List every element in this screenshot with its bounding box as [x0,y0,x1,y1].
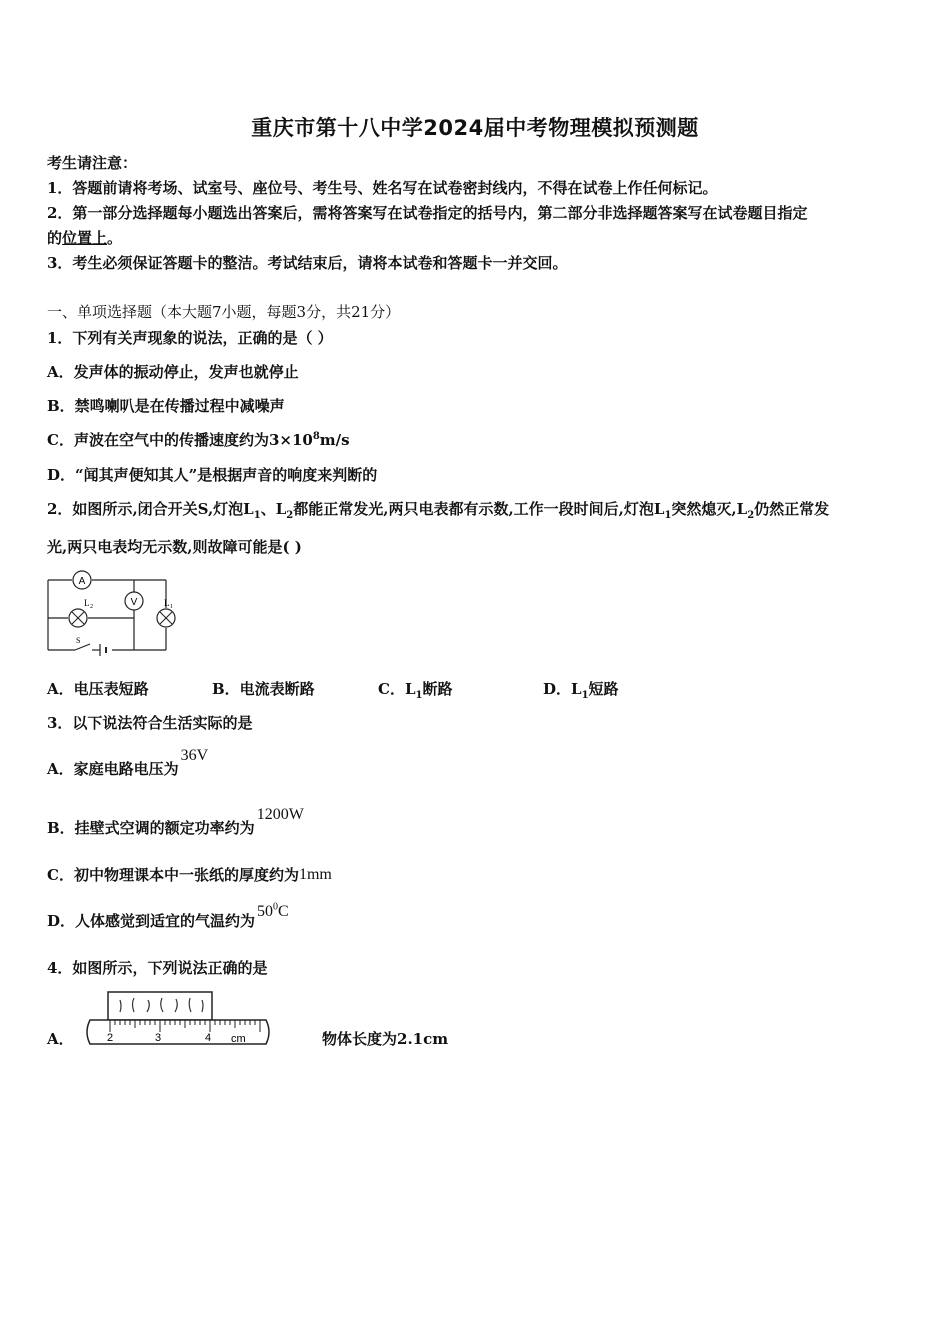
notice-item-2-underlined: 位置上 [62,229,108,247]
question-4-stem: 4．如图所示，下列说法正确的是 [47,959,268,977]
question-1-option-c-text: C．声波在空气中的传播速度约为3×10 [47,431,313,449]
question-2-options [47,678,619,701]
section-heading: 一、单项选择题（本大题7小题，每题3分，共21分） [47,303,401,321]
question-3-stem: 3．以下说法符合生活实际的是 [47,714,253,732]
question-4-option-a-text: 物体长度为2.1cm [322,1030,449,1048]
notice-item-2: 2．第一部分选择题每小题选出答案后，需将答案写在试卷指定的括号内，第二部分非选择题答案写在试卷题目指定 [47,204,808,222]
question-2-stem-continued: 光,两只电表均无示数,则故障可能是( ) [47,538,302,556]
q3-d-num: 50 [257,903,274,920]
q2-opt-c-sub: 1 [415,690,423,701]
question-3-option-c [47,864,332,885]
notice-item-2-continued [47,227,122,248]
q3-option-b-unit: 1200W [256,806,304,823]
q3-option-a-text: A．家庭电路电压为 [47,760,179,778]
question-3-option-a [47,747,209,779]
notice-heading: 考生请注意： [47,154,138,172]
question-2-stem [47,498,829,521]
lamp-l1-sub: 1 [170,604,173,610]
ruler-tick-label-4: 4 [205,1032,212,1044]
question-1-option-c-exponent: 8 [312,431,320,442]
ammeter-icon [73,571,91,589]
question-3-option-d [47,901,289,931]
q2-sub-2b: 2 [747,510,755,521]
measured-object [108,992,212,1020]
ruler-unit-label: cm [231,1033,246,1045]
question-4-option-a-label: A． [47,1030,74,1048]
q2-opt-d-sub: 1 [581,690,589,701]
q2-stem-part5: 仍然正常发 [754,500,830,518]
question-2-option-a: A．电压表短路 [47,680,149,698]
ruler-tick-label-3: 3 [155,1032,162,1044]
q2-sub-1b: 1 [664,510,672,521]
switch-label: S [76,636,81,645]
q2-opt-c-post: 断路 [422,680,453,698]
q2-sub-1a: 1 [253,510,261,521]
question-2-option-d [543,678,619,701]
page-title: 重庆市第十八中学2024届中考物理模拟预测题 [251,116,699,140]
lamp-l2-icon [69,598,93,627]
q2-stem-part4: 突然熄灭,L [671,500,748,518]
q3-d-celsius: C [278,903,289,920]
q2-stem-part3: 都能正常发光,两只电表都有示数,工作一段时间后,灯泡L [293,500,665,518]
q3-option-d-text: D．人体感觉到适宜的气温约为 [47,912,256,930]
lamp-l1-icon [157,598,175,627]
q2-stem-part1: 2．如图所示,闭合开关S,灯泡L [47,500,254,518]
lamp-l2-label: L [84,598,90,608]
q2-stem-part2: 、L [260,500,287,518]
q3-option-d-unit [257,903,289,920]
question-3-option-b [47,806,304,838]
notice-item-3: 3．考生必须保证答题卡的整洁。考试结束后，请将本试卷和答题卡一并交回。 [47,254,568,272]
question-1-option-b: B．禁鸣喇叭是在传播过程中减噪声 [47,397,285,415]
q3-option-b-text: B．挂壁式空调的额定功率约为 [47,819,255,837]
q3-option-c-unit: 1mm [298,866,332,883]
q3-d-degree: 0 [273,901,279,913]
q2-opt-d-pre: D．L [543,680,582,698]
q3-option-a-unit: 36V [180,747,209,764]
ammeter-label: A [78,576,86,587]
ruler-tick-label-2: 2 [107,1032,114,1044]
question-1-option-a: A．发声体的振动停止，发声也就停止 [47,363,299,381]
question-1-option-c [47,429,350,450]
notice-item-2-prefix: 的 [47,229,63,247]
q3-option-c-text: C．初中物理课本中一张纸的厚度约为 [47,866,299,884]
question-1-option-d: D．“闻其声便知其人”是根据声音的响度来判断的 [47,466,378,484]
notice-item-1: 1．答题前请将考场、试室号、座位号、考生号、姓名写在试卷密封线内，不得在试卷上作任何标记。 [47,179,718,197]
ruler-figure [84,990,274,1060]
question-2-option-b: B．电流表断路 [212,680,315,698]
q2-opt-c-pre: C．L [378,680,416,698]
lamp-l2-sub: 2 [90,604,93,610]
question-1-option-c-unit: m/s [319,431,350,449]
voltmeter-label: V [130,597,138,608]
circuit-diagram [40,570,180,660]
notice-item-2-suffix: 。 [107,229,123,247]
question-2-option-c [378,678,543,701]
question-1-stem: 1．下列有关声现象的说法，正确的是（ ） [47,329,333,347]
voltmeter-icon [125,592,143,610]
q2-sub-2a: 2 [286,510,294,521]
q2-opt-d-post: 短路 [588,680,619,698]
lamp-l1-label: L [164,598,170,608]
